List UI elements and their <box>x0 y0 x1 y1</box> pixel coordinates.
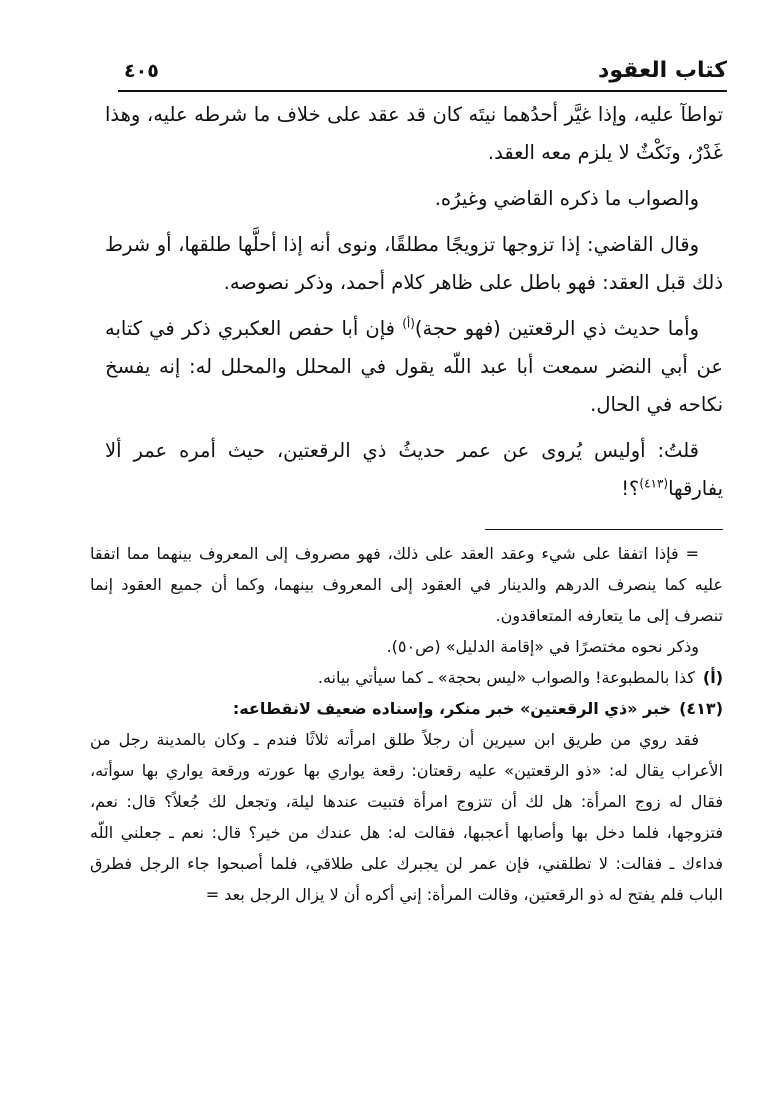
footnote-413 <box>90 693 723 724</box>
footnote-ref: (٤١٣) <box>639 476 669 491</box>
paragraph-text: ؟! <box>621 477 640 500</box>
footnote-a <box>90 662 723 693</box>
paragraph <box>105 310 723 424</box>
footnote-marker: (أ) <box>702 668 723 687</box>
footnote-continuation: وذكر نحوه مختصرًا في «إقامة الدليل» (ص٥٠). <box>386 637 699 656</box>
footnote-text: فقد روي من طريق ابن سيرين أن رجلاً طلق امرأته ثلاثًا فندم ـ وكان بالمدينة رجل من الأعراب يقال له: «ذو الرقعتين» عليه رقعتان: رقعة يواري بها عورته ورقعة يواري بها سوأته، فقال له زوج المرأة: هل لك أن تتزوج امرأة فتبيت عندها ليلة، وتجعل لك جُعلاً؟ قال: نعم، فتزوجها، فلما دخل بها وأصابها أعجبها، فقالت له: هل عندك من خير؟ قال: نعم ـ جعلني اللّه فداءك ـ فقالت: لا تطلقني، فإن عمر لن يجبرك على طلاقي، فلما أصبحوا جاء الرجل فطرق الباب فلم يفتح له ذو الرقعتين، وقالت المرأة: إني أكره أن لا يزال الرجل بعد = <box>90 730 723 904</box>
paragraph-text: وأما حديث ذي الرقعتين (فهو حجة) <box>414 317 699 340</box>
paragraph-text: قلتُ: أوليس يُروى عن عمر حديثُ ذي الرقعتين، حيث أمره عمر ألا يفارقها <box>105 439 723 500</box>
running-header <box>118 58 727 88</box>
running-title: كتاب العقود <box>598 58 727 83</box>
main-text <box>105 96 723 508</box>
footnote-separator <box>485 529 723 530</box>
paragraph: وقال القاضي: إذا تزوجها تزويجًا مطلقًا، ونوى أنه إذا أحلَّها طلقها، أو شرط ذلك قبل العقد: فهو باطل على ظاهر كلام أحمد، وذكر نصوصه. <box>105 233 723 294</box>
header-rule <box>118 90 727 92</box>
paragraph: تواطآ عليه، وإذا غيَّر أحدُهما نيتَه كان قد عقد على خلاف ما شرطه عليه، وهذا غَدْرٌ، ونَكْثٌ لا يلزم معه العقد. <box>105 103 723 164</box>
footnote-marker: (٤١٣) <box>679 699 723 718</box>
page-number: ٤٠٥ <box>124 60 159 82</box>
footnote-text: كذا بالمطبوعة! والصواب «ليس بحجة» ـ كما سيأتي بيانه. <box>317 668 695 687</box>
paragraph-text: فإن أبا حفص العكبري ذكر في كتابه عن أبي النضر سمعت أبا عبد اللّه يقول في المحلل والمحلل له: إنه يفسخ نكاحه في الحال. <box>105 317 723 416</box>
footnotes <box>90 538 723 910</box>
footnote-continuation: = فإذا اتفقا على شيء وعقد العقد على ذلك، فهو مصروف إلى المعروف بينهما مما اتفقا عليه كما ينصرف الدرهم والدينار في العقود إلى المعروف بينهما، وكما أن جميع العقود إنما تنصرف إلى ما يتعارفه المتعاقدون. <box>90 544 723 625</box>
footnote-heading: خبر «ذي الرقعتين» خبر منكر، وإسناده ضعيف لانقطاعه: <box>232 699 672 718</box>
paragraph: والصواب ما ذكره القاضي وغيرُه. <box>434 187 699 210</box>
paragraph <box>105 432 723 508</box>
footnote-ref: (أ) <box>402 316 415 331</box>
